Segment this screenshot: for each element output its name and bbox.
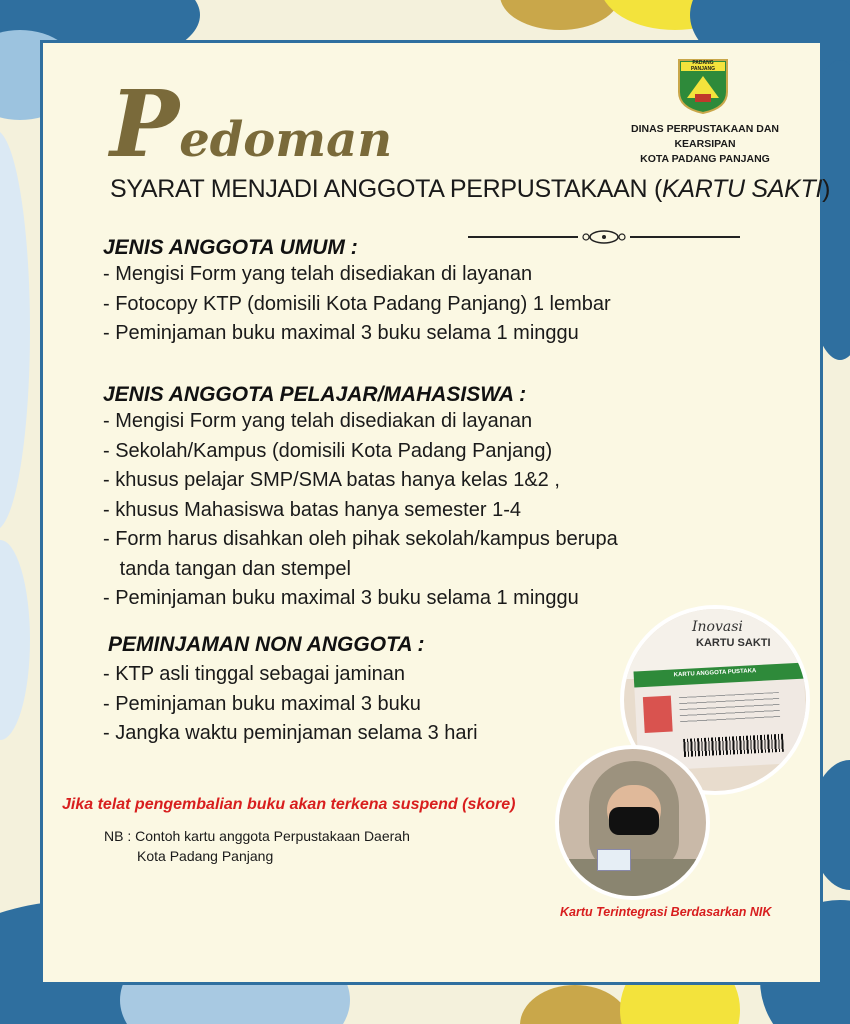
page-subtitle <box>110 175 830 204</box>
agency-name <box>600 122 810 167</box>
agency-line1: DINAS PERPUSTAKAAN DAN KEARSIPAN <box>631 123 779 150</box>
subtitle-end: ) <box>822 175 831 203</box>
agency-line2: KOTA PADANG PANJANG <box>640 153 770 165</box>
list-pelajar <box>103 407 618 614</box>
section-heading-umum: JENIS ANGGOTA UMUM : <box>103 236 358 259</box>
photo-caption: Kartu Terintegrasi Berdasarkan NIK <box>560 905 772 919</box>
nb-line1: NB : Contoh kartu anggota Perpustakaan Daerah <box>104 828 410 844</box>
list-item: tanda tangan dan stempel <box>103 557 351 580</box>
bg-blob-pale <box>0 540 30 740</box>
list-item: - Peminjaman buku maximal 3 buku <box>103 692 421 715</box>
nb-line2: Kota Padang Panjang <box>137 848 274 864</box>
list-umum <box>103 260 611 349</box>
card-barcode <box>683 734 784 757</box>
list-non-anggota <box>103 660 478 749</box>
nb-note <box>104 826 410 866</box>
section-heading-non-anggota: PEMINJAMAN NON ANGGOTA : <box>108 633 425 656</box>
page-title <box>110 70 393 178</box>
list-item: - khusus pelajar SMP/SMA batas hanya kelas 1&2 , <box>103 469 560 491</box>
held-card <box>597 849 631 871</box>
list-item: - Form harus disahkan oleh pihak sekolah/kampus berupa <box>103 528 618 550</box>
title-initial: P <box>110 70 180 178</box>
list-item: - Jangka waktu peminjaman selama 3 hari <box>103 722 478 744</box>
late-return-warning: Jika telat pengembalian buku akan terkena suspend (skore) <box>62 796 516 813</box>
section-heading-pelajar: JENIS ANGGOTA PELAJAR/MAHASISWA : <box>103 383 527 406</box>
emblem-label: PADANG PANJANG <box>690 60 716 72</box>
card-fields <box>679 692 780 725</box>
card-photo <box>643 696 673 733</box>
subtitle-italic: KARTU SAKTI <box>661 175 823 203</box>
sign-line1: Inovasi <box>692 619 743 635</box>
title-rest: edoman <box>179 112 393 168</box>
sign-line2: KARTU SAKTI <box>696 637 771 649</box>
list-item: - Fotocopy KTP (domisili Kota Padang Panjang) 1 lembar <box>103 292 611 315</box>
bg-blob-pale <box>0 130 30 530</box>
ornament-divider <box>468 228 740 246</box>
list-item: - Peminjaman buku maximal 3 buku selama 1 minggu <box>103 322 579 344</box>
list-item: - Sekolah/Kampus (domisili Kota Padang Panjang) <box>103 439 553 462</box>
bg-blob-gold <box>500 0 620 30</box>
mask-shape <box>609 807 659 835</box>
list-item: - Mengisi Form yang telah disediakan di layanan <box>103 410 533 432</box>
card-title: KARTU ANGGOTA PUSTAKA <box>673 668 757 679</box>
subtitle-main: SYARAT MENJADI ANGGOTA PERPUSTAKAAN ( <box>110 175 662 203</box>
list-item: - khusus Mahasiswa batas hanya semester 1-4 <box>103 498 521 521</box>
list-item: - Peminjaman buku maximal 3 buku selama 1 minggu <box>103 587 579 609</box>
member-person-photo <box>555 745 710 900</box>
list-item: - KTP asli tinggal sebagai jaminan <box>103 663 406 685</box>
bg-blob-gold <box>520 985 630 1024</box>
list-item: - Mengisi Form yang telah disediakan di layanan <box>103 263 533 285</box>
body-shape <box>569 859 699 900</box>
